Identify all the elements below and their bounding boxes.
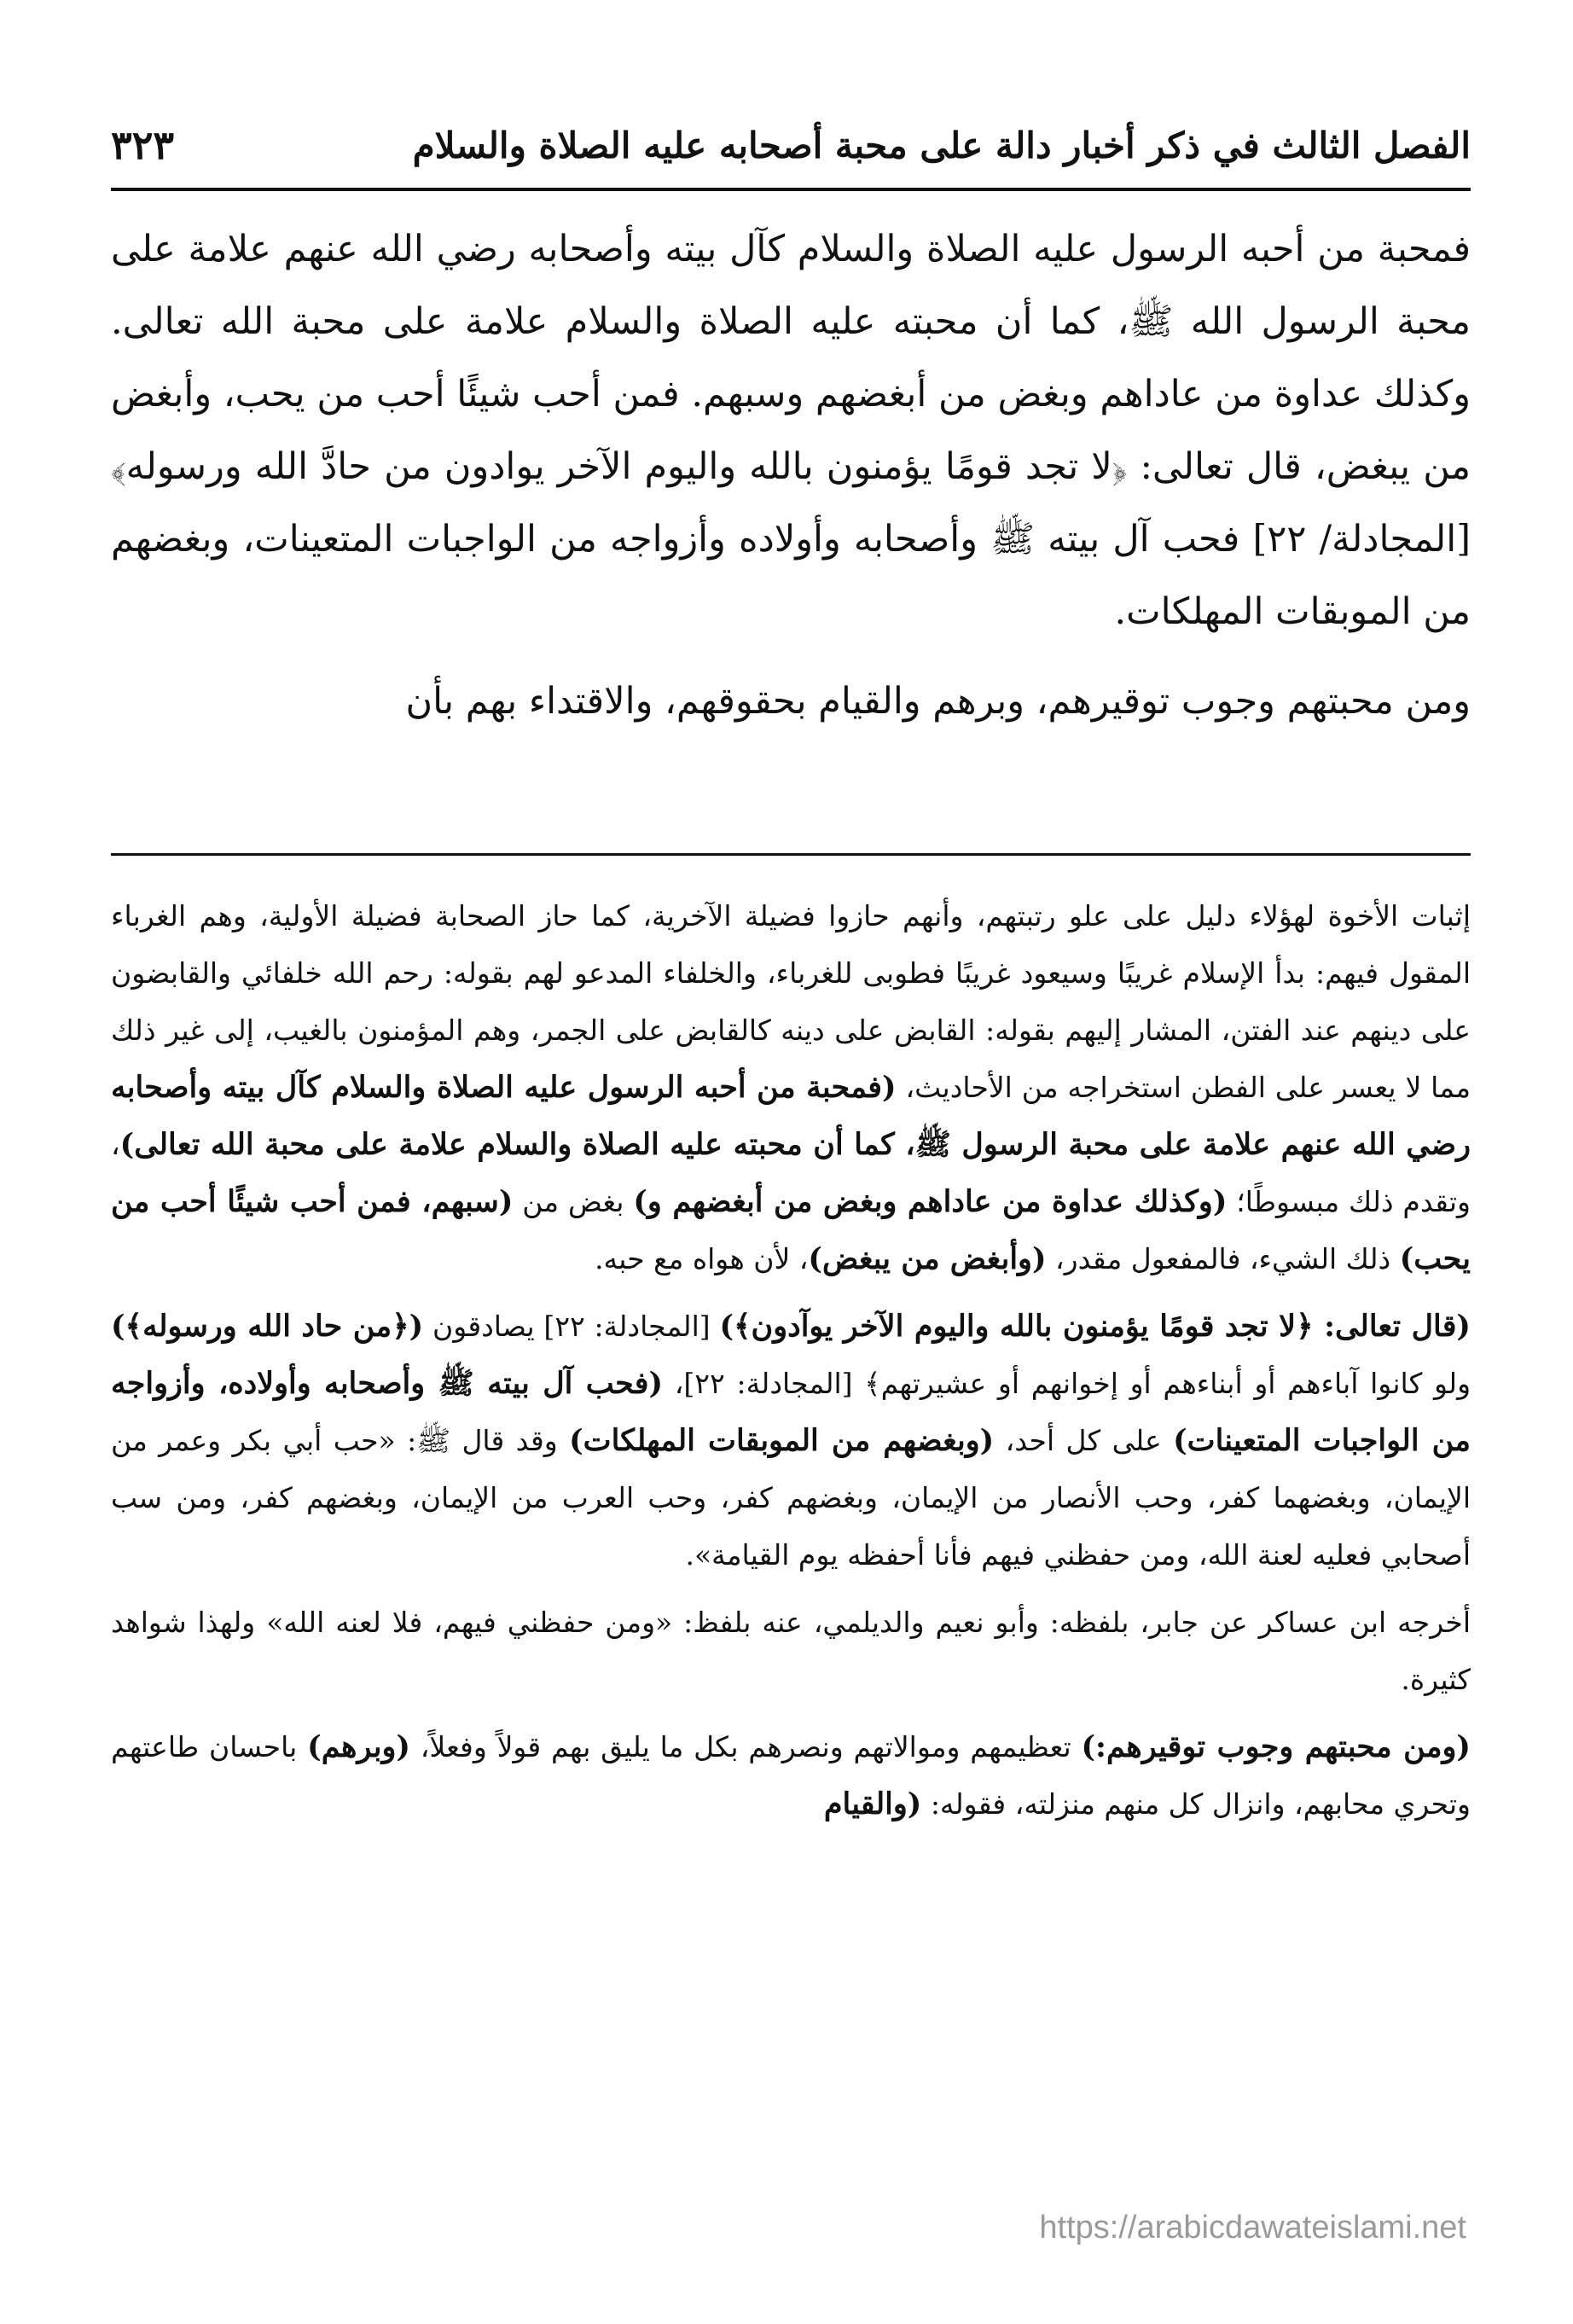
watermark-url: https://arabicdawateislami.net: [1039, 2210, 1466, 2246]
footnote-separator: [111, 853, 1471, 856]
commentary-paragraph-3: أخرجه ابن عساكر عن جابر، بلفظه: وأبو نعيم والديلمي، عنه بلفظ: «ومن حفظني فيهم، فلا لعنه الله» ولهذا شواهد كثيرة.: [111, 1606, 1471, 1696]
commentary-text: ذلك الشيء، فالمفعول مقدر،: [1046, 1242, 1400, 1275]
quoted-text: (فحب آل بيته ﷺ وأصحابه وأولاده، وأزواجه من الواجبات المتعينات): [111, 1366, 1471, 1458]
commentary-paragraph-4: [111, 1718, 1471, 1833]
page-number: ٣٢٣: [111, 122, 175, 168]
commentary-text: ، وتقدم ذلك مبسوطًا؛: [111, 1128, 1471, 1218]
commentary-paragraph-2: [111, 1298, 1471, 1583]
quoted-text: (والقيام: [823, 1787, 922, 1821]
quoted-text: (وأبغض من يبغض): [808, 1241, 1047, 1276]
commentary-paragraph-1: [111, 887, 1471, 1287]
commentary-text: بغض من: [513, 1185, 634, 1218]
commentary-text: باحسان طاعتهم وتحري محابهم، وانزال كل منهم منزلته، فقوله:: [111, 1730, 1471, 1821]
chapter-title: الفصل الثالث في ذكر أخبار دالة على محبة أصحابه عليه الصلاة والسلام: [412, 124, 1471, 166]
commentary-text: تعظيمهم وموالاتهم ونصرهم بكل ما يليق بهم قولاً وفعلاً،: [409, 1730, 1082, 1763]
commentary-text: وقد قال ﷺ: «حب أبي بكر وعمر من الإيمان، وبغضهما كفر، وحب الأنصار من الإيمان، وبغضهم كفر، وحب العرب من الإيمان، وبغضهم كفر، ومن سب أصحابي فعليه لعنة الله، ومن حفظني فيهم فأنا أحفظه يوم القيامة».: [111, 1424, 1471, 1572]
commentary-text: ولو كانوا آباءهم أو أبناءهم أو إخوانهم أو عشيرتهم﴾ [المجادلة: ٢٢]،: [663, 1367, 1471, 1400]
quoted-text: (وبرهم): [307, 1729, 410, 1764]
commentary-text: على كل أحد،: [994, 1424, 1174, 1457]
commentary-text: [المجادلة: ٢٢] يصادقون: [423, 1310, 720, 1343]
quoted-text: (سبهم، فمن أحب شيئًا أحب من يحب): [111, 1184, 1471, 1276]
commentary: [111, 887, 1471, 1843]
quoted-text: (فمحبة من أحبه الرسول عليه الصلاة والسلام كآل بيته وأصحابه رضي الله عنهم علامة على محبة الرسول ﷺ، كما أن محبته عليه الصلاة والسلام علامة على محبة الله تعالى): [111, 1070, 1471, 1162]
quoted-text: (وبغضهم من الموبقات المهلكات): [569, 1423, 995, 1458]
commentary-text: إثبات الأخوة لهؤلاء دليل على علو رتبتهم، وأنهم حازوا فضيلة الآخرية، كما حاز الصحابة فضيلة الأولية، وهم الغرباء المقول فيهم: بدأ الإسلام غريبًا وسيعود غريبًا فطوبى للغرباء، والخلفاء المدعو لهم بقوله: رحم الله خلفائي والقابضون على دينهم عند الفتن، المشار إليهم بقوله: القابض على دينه كالقابض على الجمر، وهم المؤمنون بالغيب، إلى غير ذلك مما لا يعسر على الفطن استخراجه من الأحاديث،: [111, 899, 1471, 1104]
commentary-text: ، لأن هواه مع حبه.: [595, 1242, 809, 1275]
main-text: [111, 213, 1471, 752]
page-header: [111, 102, 1471, 191]
quoted-text: (قال تعالى: ﴿لا تجد قومًا يؤمنون بالله واليوم الآخر يوآدون﴾): [719, 1309, 1471, 1344]
quoted-text: (ومن محبتهم وجوب توقيرهم:): [1081, 1729, 1471, 1764]
quoted-text: (وكذلك عداوة من عاداهم وبغض من أبغضهم و): [633, 1184, 1228, 1219]
main-paragraph-2: ومن محبتهم وجوب توقيرهم، وبرهم والقيام بحقوقهم، والاقتداء بهم بأن: [405, 680, 1471, 723]
quoted-text: (﴿من حاد الله ورسوله﴾): [111, 1309, 424, 1344]
main-paragraph-1: فمحبة من أحبه الرسول عليه الصلاة والسلام كآل بيته وأصحابه رضي الله عنهم علامة على محبة الرسول الله ﷺ، كما أن محبته عليه الصلاة والسلام علامة على محبة الله تعالى. وكذلك عداوة من عاداهم وبغض من أبغضهم وسبهم. فمن أحب شيئًا أحب من يحب، وأبغض من يبغض، قال تعالى: ﴿لا تجد قومًا يؤمنون بالله واليوم الآخر يوادون من حادَّ الله ورسوله﴾ [المجادلة/ ٢٢] فحب آل بيته ﷺ وأصحابه وأولاده وأزواجه من الواجبات المتعينات، وبغضهم من الموبقات المهلكات.: [111, 228, 1471, 633]
